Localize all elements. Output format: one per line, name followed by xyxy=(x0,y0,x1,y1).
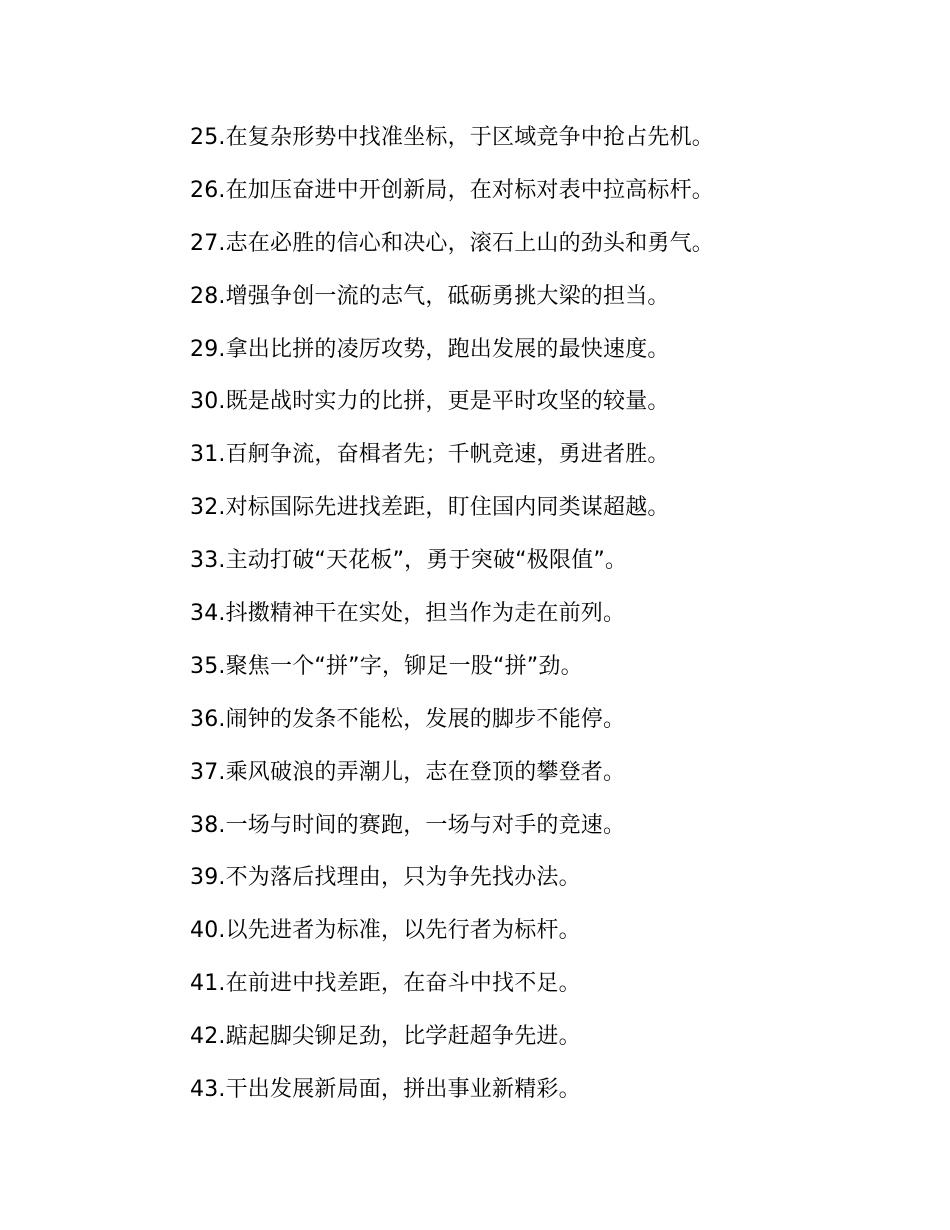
list-item: 36.闹钟的发条不能松，发展的脚步不能停。 xyxy=(190,706,626,732)
list-item: 30.既是战时实力的比拼，更是平时攻坚的较量。 xyxy=(190,389,670,415)
list-item: 41.在前进中找差距，在奋斗中找不足。 xyxy=(190,971,581,997)
list-item: 37.乘风破浪的弄潮儿，志在登顶的攀登者。 xyxy=(190,759,626,785)
list-item: 25.在复杂形势中找准坐标，于区域竞争中抢占先机。 xyxy=(190,125,714,150)
list-item: 40.以先进者为标准，以先行者为标杆。 xyxy=(190,918,581,944)
list-item: 35.聚焦一个“拼”字，铆足一股“拼”劲。 xyxy=(190,653,583,679)
list-item: 38.一场与时间的赛跑，一场与对手的竞速。 xyxy=(190,812,626,838)
list-item: 32.对标国际先进找差距，盯住国内同类谋超越。 xyxy=(190,495,670,521)
list-item: 28.增强争创一流的志气，砥砺勇挑大梁的担当。 xyxy=(190,283,670,309)
slogan-list xyxy=(190,116,910,1121)
list-item: 29.拿出比拼的凌厉攻势，跑出发展的最快速度。 xyxy=(190,336,670,362)
list-item: 26.在加压奋进中开创新局，在对标对表中拉高标杆。 xyxy=(190,177,714,203)
list-item: 33.主动打破“天花板”，勇于突破“极限值”。 xyxy=(190,548,628,574)
list-item: 43.干出发展新局面，拼出事业新精彩。 xyxy=(190,1077,581,1103)
list-item: 31.百舸争流，奋楫者先；千帆竞速，勇进者胜。 xyxy=(190,442,670,468)
list-item: 39.不为落后找理由，只为争先找办法。 xyxy=(190,865,581,891)
list-item: 42.踮起脚尖铆足劲，比学赶超争先进。 xyxy=(190,1024,581,1050)
list-item: 27.志在必胜的信心和决心，滚石上山的劲头和勇气。 xyxy=(190,230,714,256)
list-item: 34.抖擞精神干在实处，担当作为走在前列。 xyxy=(190,601,626,627)
